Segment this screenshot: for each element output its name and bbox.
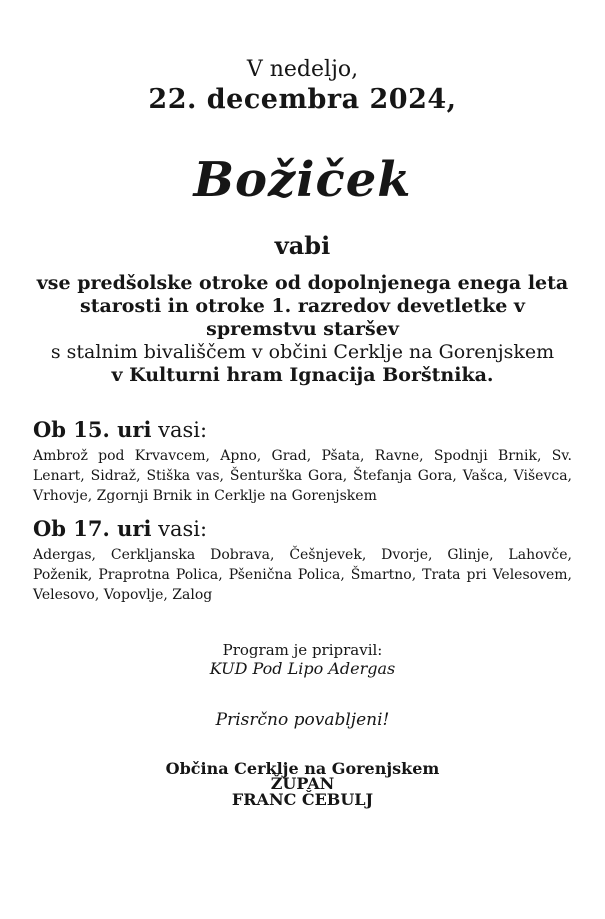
schedule-heading-17: [33, 516, 572, 542]
schedule-heading-15: [33, 417, 572, 443]
date-intro-line: V nedeljo,: [246, 57, 359, 82]
intro-audience-text: vse predšolske otroke od dopolnjenega enega leta starosti in otroke 1. razredov devetletke v spremstvu staršev: [36, 272, 569, 340]
program-author: KUD Pod Lipo Adergas: [209, 659, 396, 678]
time-suffix-15: vasi:: [151, 418, 208, 442]
page-title: Božiček: [193, 152, 412, 208]
time-label-17: Ob 17. uri: [33, 516, 152, 541]
subtitle-invites: vabi: [274, 231, 331, 260]
village-list-15: Ambrož pod Krvavcem, Apno, Grad, Pšata, Ravne, Spodnji Brnik, Sv. Lenart, Sidraž, Stiška vas, Šenturška Gora, Štefanja Gora, Vašca, Viševca, Vrhovje, Zgornji Brnik in Cerklje na Gorenjskem: [33, 448, 572, 504]
schedule-section-17: [33, 516, 572, 605]
intro-residence-text: s stalnim bivališčem v občini Cerklje na Gorenjskem: [50, 341, 555, 363]
intro-paragraph: [33, 272, 572, 387]
invitation-line: Prisrčno povabljeni!: [215, 710, 390, 730]
village-list-17: Adergas, Cerkljanska Dobrava, Češnjevek, Dvorje, Glinje, Lahovče, Poženik, Praprotna Polica, Pšenična Polica, Šmartno, Trata pri Velesovem, Velesovo, Vopovlje, Zalog: [33, 547, 572, 603]
intro-venue-text: v Kulturni hram Ignacija Borštnika.: [111, 364, 494, 386]
program-credit: [33, 641, 572, 678]
time-suffix-17: vasi:: [151, 517, 208, 541]
schedule-section-15: [33, 417, 572, 506]
municipality-name: Občina Cerklje na Gorenjskem: [165, 759, 440, 778]
signature-block: [33, 761, 572, 808]
date-line: 22. decembra 2024,: [148, 84, 457, 115]
program-label: Program je pripravil:: [222, 641, 383, 659]
mayor-name: FRANC ČEBULJ: [231, 790, 374, 809]
mayor-title: ŽUPAN: [270, 774, 335, 793]
time-label-15: Ob 15. uri: [33, 417, 152, 442]
